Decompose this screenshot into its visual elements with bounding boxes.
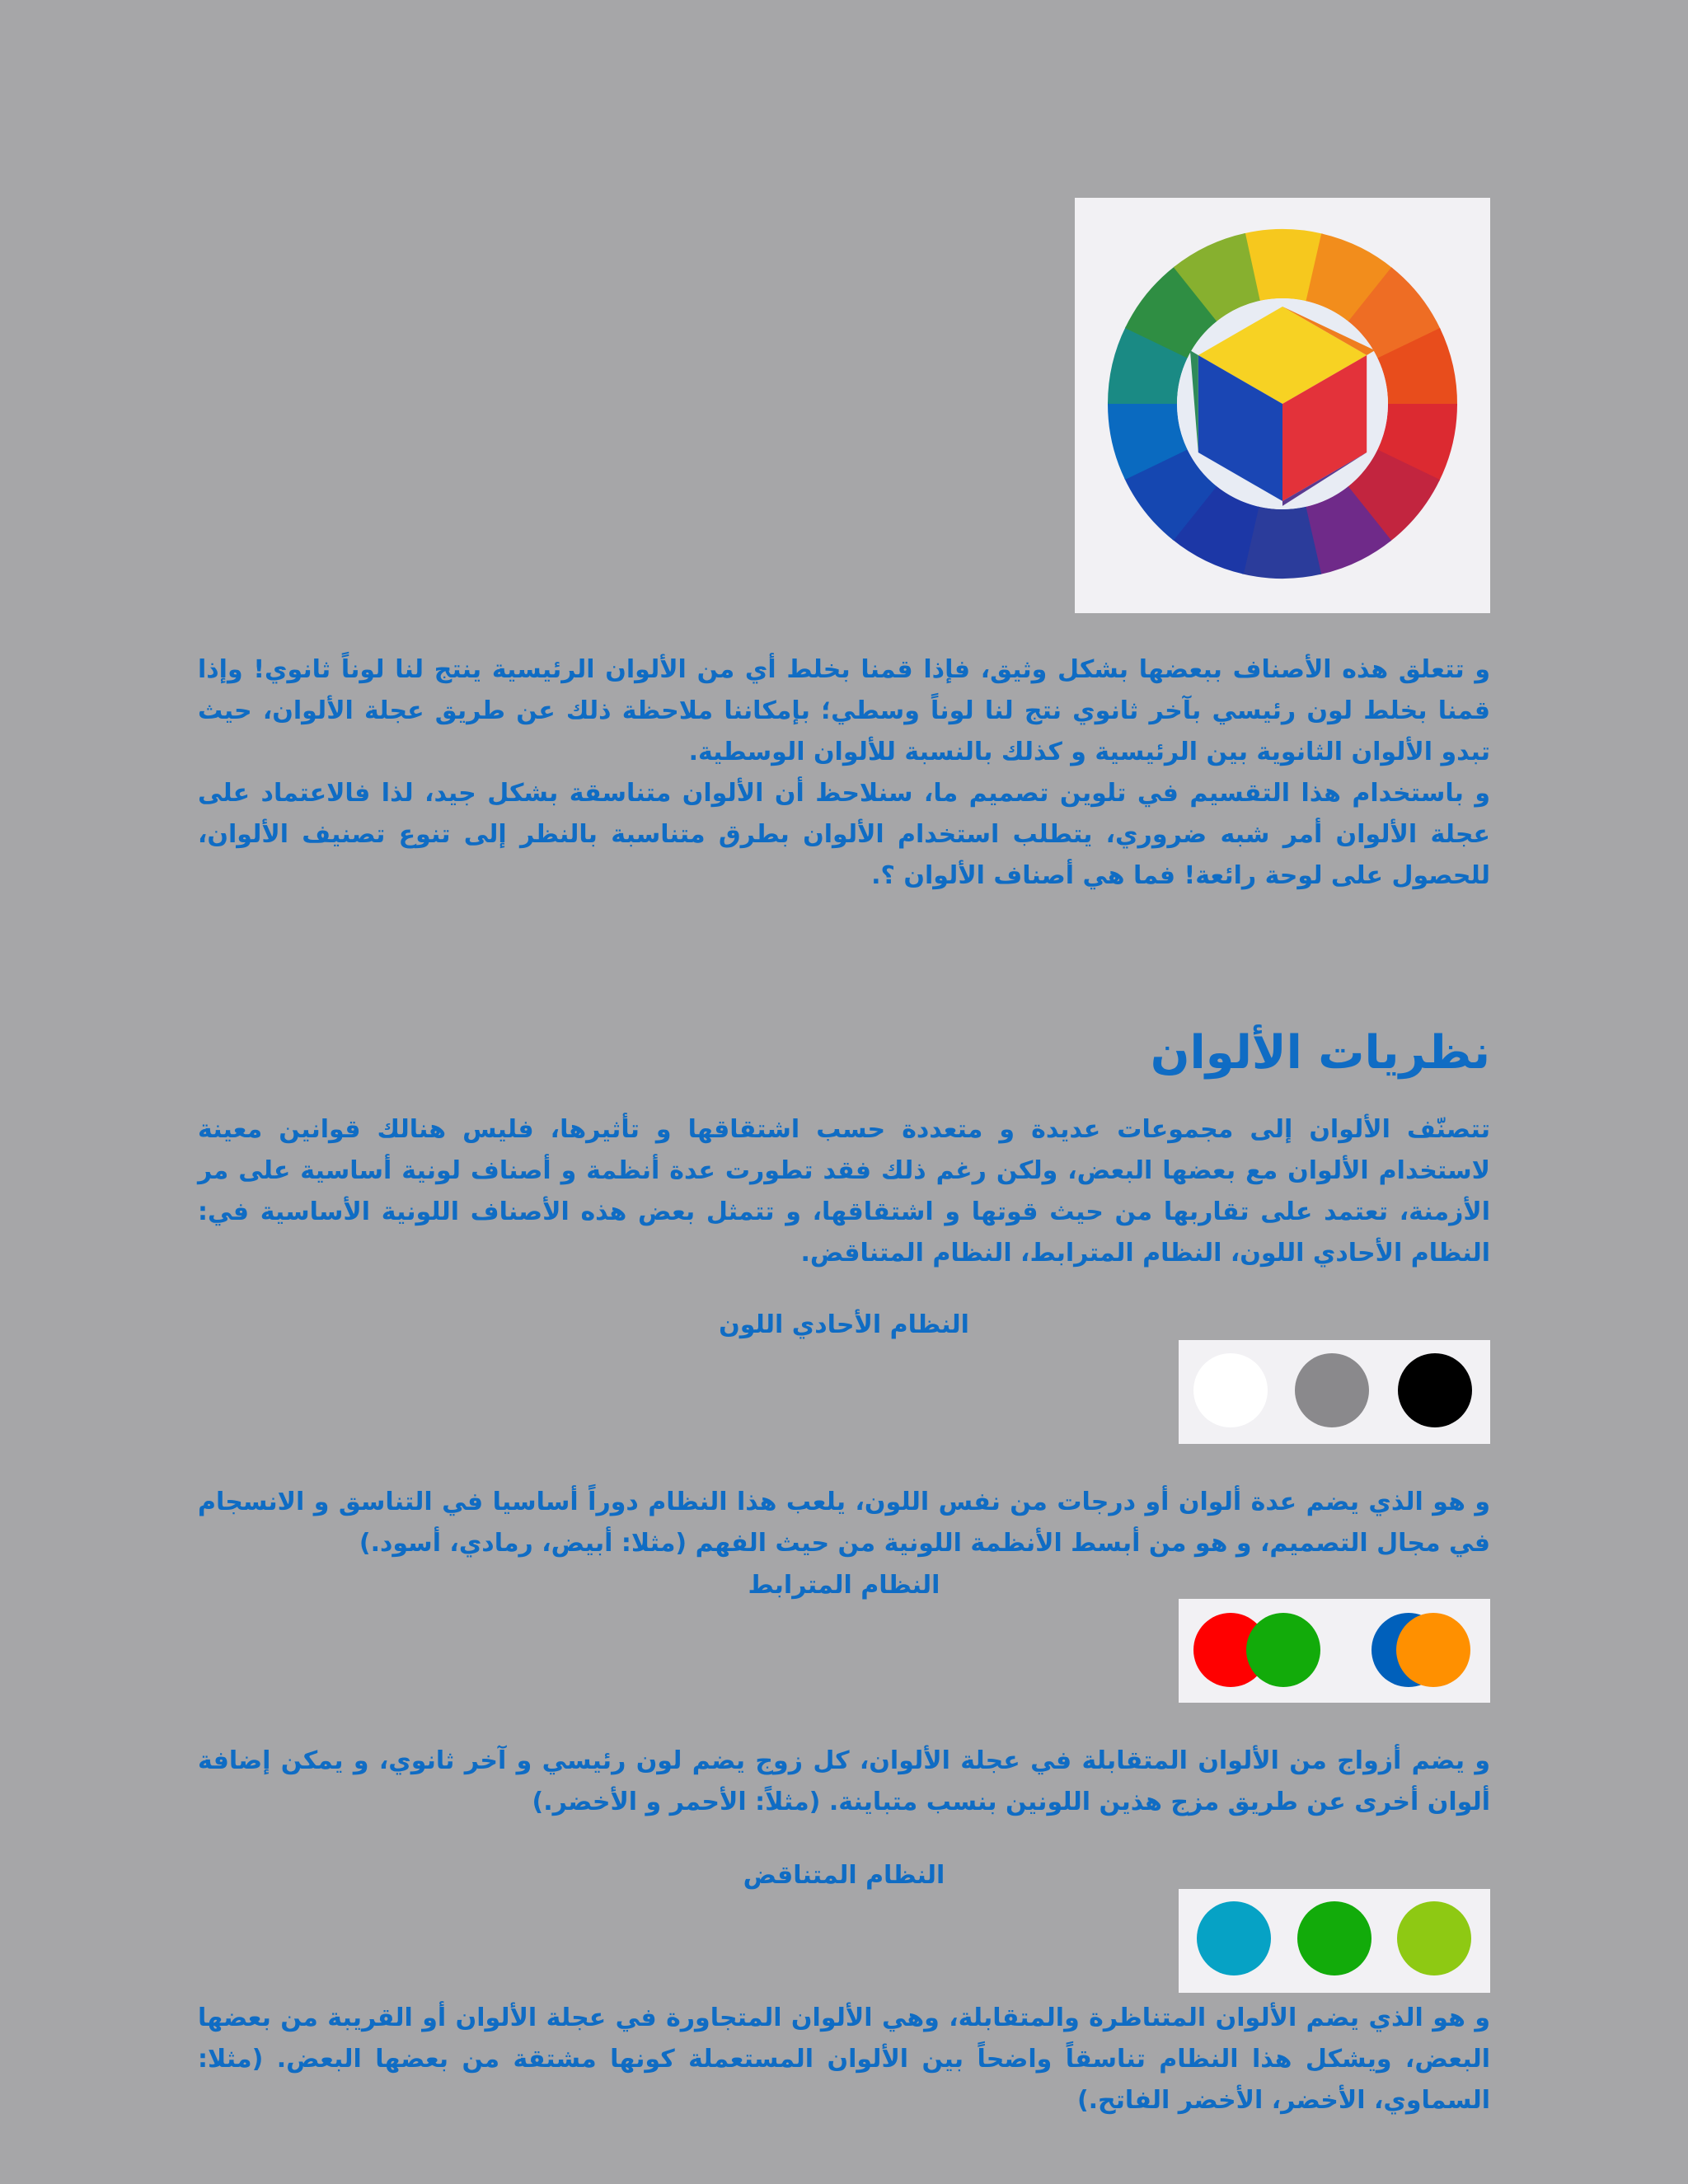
intro-paragraph-1: و تتعلق هذه الأصناف ببعضها بشكل وثيق، فإذا قمنا بخلط أي من الألوان الرئيسية ينتج لنا لوناً ثانوي! وإذا قمنا بخلط لون رئيسي بآخر ثانوي نتج لنا لوناً وسطي؛ بإمكاننا ملاحظة ذلك عن طريق عجلة الألوان، حيث تبدو الألوان الثانوية بين الرئيسية و كذلك بالنسبة للألوان الوسطية. <box>198 655 1490 766</box>
system-title-contrasting: النظام المتناقض <box>743 1861 945 1890</box>
color-dot <box>1197 1901 1271 1975</box>
article-page <box>198 0 1490 2184</box>
swatch-contrasting-icon <box>1179 1889 1490 1993</box>
swatch-monochrome-icon <box>1179 1340 1490 1444</box>
system-title-related: النظام المترابط <box>748 1571 940 1600</box>
system-desc-monochrome: و هو الذي يضم عدة ألوان أو درجات من نفس اللون، يلعب هذا النظام دوراً أساسيا في التناسق و الانسجام في مجال التصميم، و هو من أبسط الأنظمة اللونية من حيث الفهم (مثلا: أبيض، رمادي، أسود.) <box>198 1488 1490 1558</box>
color-dot <box>1396 1613 1470 1687</box>
intro-paragraph-2: و باستخدام هذا التقسيم في تلوين تصميم ما، سنلاحظ أن الألوان متناسقة بشكل جيد، لذا فالاعتماد على عجلة الألوان أمر شبه ضروري، يتطلب استخدام الألوان بطرق متناسبة بالنظر إلى تنوع تصنيف الألوان، للحصول على لوحة رائعة! فما هي أصناف الألوان ؟. <box>198 779 1490 890</box>
section-intro-block <box>198 1109 1490 1274</box>
color-dot <box>1297 1901 1372 1975</box>
color-dot <box>1397 1901 1471 1975</box>
color-dot <box>1295 1353 1369 1427</box>
swatch-contrasting <box>1179 1889 1490 1993</box>
swatch-related <box>1179 1599 1490 1703</box>
swatch-related-icon <box>1179 1599 1490 1703</box>
intro-block <box>198 649 1490 897</box>
system-title-monochrome: النظام الأحادي اللون <box>719 1310 969 1339</box>
system-desc-contrasting: و هو الذي يضم الألوان المتناظرة والمتقابلة، وهي الألوان المتجاورة في عجلة الألوان أو القريبة من بعضها البعض، ويشكل هذا النظام تناسقاً واضحاً بين الألوان المستعملة كونها مشتقة من بعضها البعض. (مثلا: السماوي، الأخضر، الأخضر الفاتح.) <box>198 2004 1490 2115</box>
section-title: نظريات الألوان <box>1150 1026 1490 1080</box>
color-dot <box>1398 1353 1472 1427</box>
color-wheel-image <box>1075 198 1490 613</box>
system-desc-related: و يضم أزواج من الألوان المتقابلة في عجلة الألوان، كل زوج يضم لون رئيسي و آخر ثانوي، و يمكن إضافة ألوان أخرى عن طريق مزج هذين اللونين بنسب متباينة. (مثلاً: الأحمر و الأخضر.) <box>198 1746 1490 1816</box>
section-paragraph: تتصنّف الألوان إلى مجموعات عديدة و متعددة حسب اشتقاقها و تأثيرها، فليس هنالك قوانين معينة لاستخدام الألوان مع بعضها البعض، ولكن رغم ذلك فقد تطورت عدة أنظمة و أصناف لونية أساسية على مر الأزمنة، تعتمد على تقاربها من حيث قوتها و اشتقاقها، و تتمثل بعض هذه الأصناف اللونية الأساسية في: النظام الأحادي اللون، النظام المترابط، النظام المتناقض. <box>198 1115 1490 1268</box>
color-wheel-icon <box>1075 198 1490 613</box>
color-dot <box>1246 1613 1320 1687</box>
color-dot <box>1193 1353 1268 1427</box>
swatch-monochrome <box>1179 1340 1490 1444</box>
